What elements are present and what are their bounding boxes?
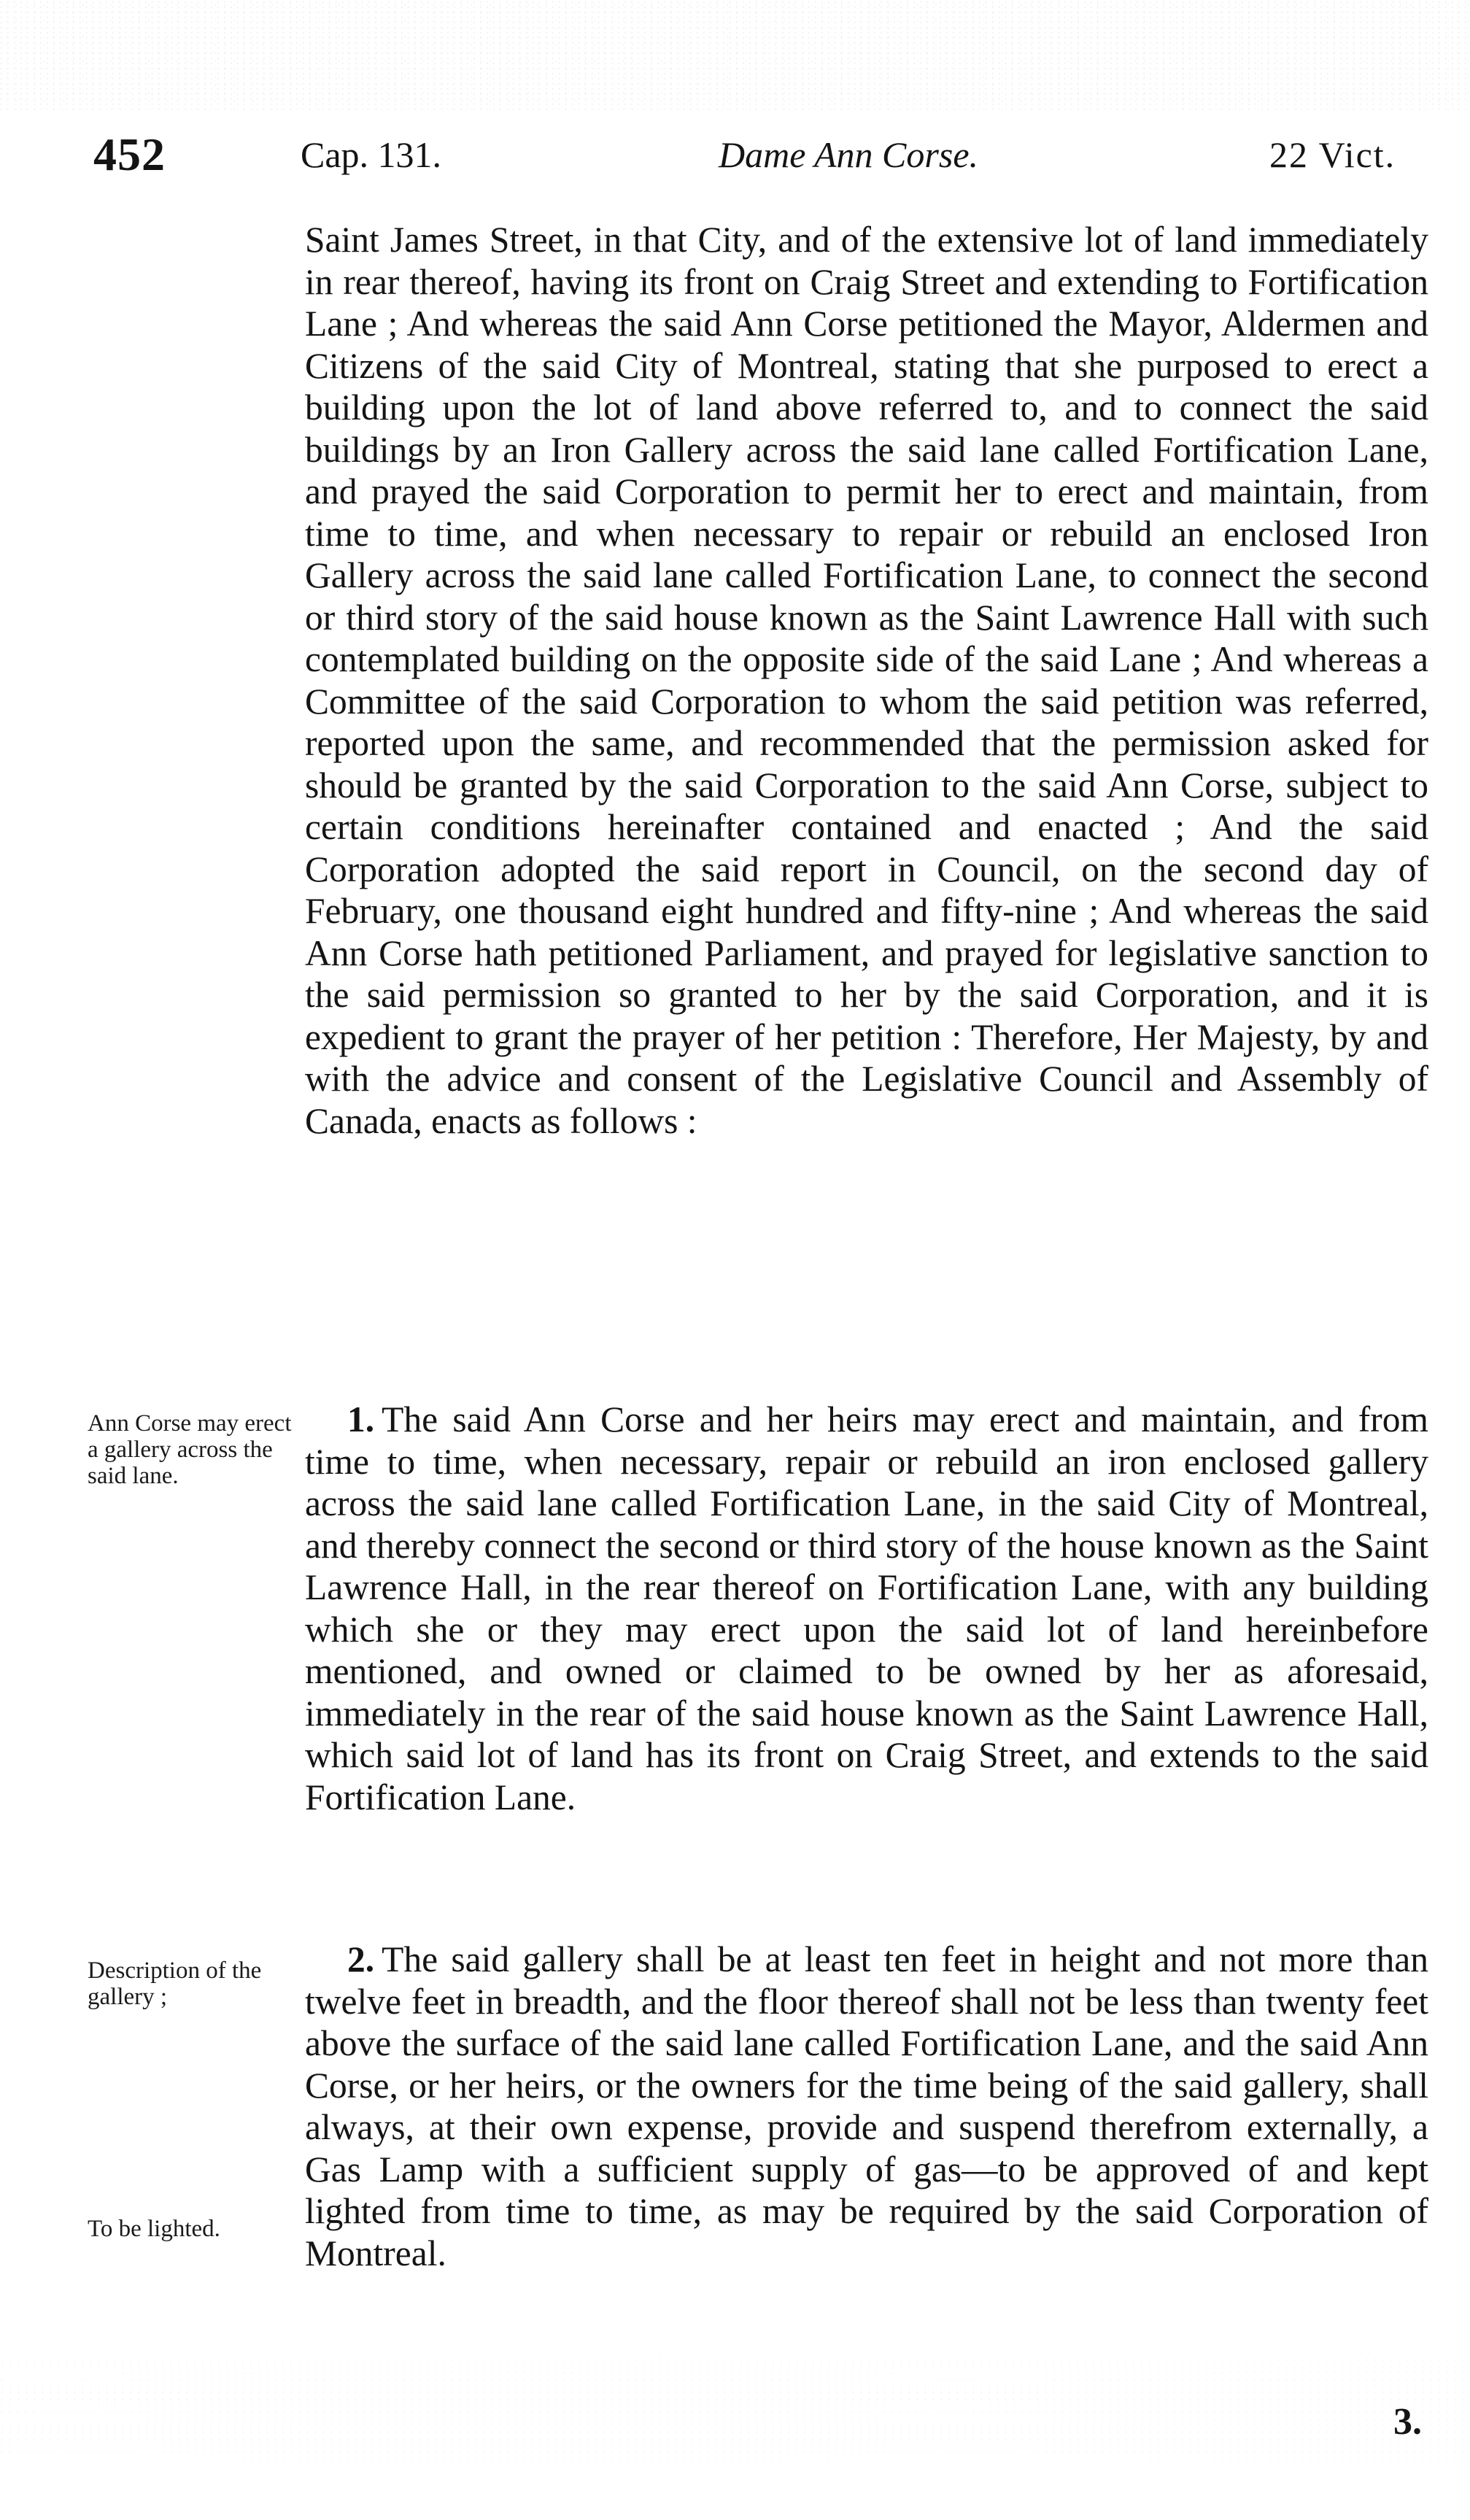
section-number: 2. <box>347 1939 375 1979</box>
chapter-reference: Cap. 131. <box>301 134 442 175</box>
running-head <box>0 128 1470 193</box>
marginal-note-lighting: To be lighted. <box>88 2216 220 2242</box>
page-number: 452 <box>93 128 166 180</box>
section-2 <box>305 1939 1428 2274</box>
preamble-paragraph: Saint James Street, in that City, and of the extensive lot of land immediately in rear thereof, having its front on Craig Street and extending to Fortification Lane ; And whereas the said Ann Corse petitioned the Mayor, Aldermen and Citizens of the said City of Montreal, stating that she purposed to erect a building upon the lot of land above referred to, and to connect the said buildings by an Iron Gallery across the said lane called Fortification Lane, and prayed the said Corporation to permit her to erect and maintain, from time to time, and when necessary to repair or rebuild an enclosed Iron Gallery across the said lane called Fortification Lane, to connect the second or third story of the said house known as the Saint Lawrence Hall with such contemplated building on the opposite side of the said Lane ; And whereas a Committee of the said Corporation to whom the said petition was referred, reported upon the same, and recommended that the permission asked for should be granted by the said Corporation to the said Ann Corse, subject to certain conditions hereinafter contained and enacted ; And the said Corporation adopted the said report in Council, on the second day of February, one thousand eight hundred and fifty-nine ; And whereas the said Ann Corse hath petitioned Parliament, and prayed for legislative sanction to the said permission so granted to her by the said Corporation, and it is expedient to grant the prayer of her petition : Therefore, Her Majesty, by and with the advice and consent of the Legislative Council and Assembly of Canada, enacts as follows : <box>305 220 1428 1141</box>
section-text: The said Ann Corse and her heirs may erect and maintain, and from time to time, when necessary, repair or rebuild an iron enclosed gallery across the said lane called Fortification Lane, in the said City of Montreal, and thereby connect the second or third story of the house known as the Saint Lawrence Hall, in the rear thereof on Fortification Lane, with any building which she or they may erect upon the said lot of land hereinbefore mentioned, and owned or claimed to be owned by her as aforesaid, immediately in the rear of the said house known as the Saint Lawrence Hall, which said lot of land has its front on Craig Street, and extends to the said Fortification Lane. <box>305 1399 1428 1817</box>
scan-noise-bottom <box>0 2357 1470 2459</box>
section-number: 1. <box>347 1399 375 1439</box>
section-text: The said gallery shall be at least ten feet in height and not more than twelve feet in breadth, and the floor thereof shall not be less than twenty feet above the surface of the said lane called Fortification Lane, and the said Ann Corse, or her heirs, or the owners for the time being of the said gallery, shall always, at their own expense, provide and suspend therefrom externally, a Gas Lamp with a sufficient supply of gas—to be approved of and kept lighted from time to time, as may be required by the said Corporation of Montreal. <box>305 1939 1428 2273</box>
act-title: Dame Ann Corse. <box>719 134 979 175</box>
catchword: 3. <box>1393 2401 1422 2443</box>
marginal-note-section-2: Description of the gallery ; <box>88 1957 262 2010</box>
scan-noise-top <box>0 0 1470 109</box>
regnal-year: 22 Vict. <box>1269 134 1396 175</box>
section-1 <box>305 1399 1428 1818</box>
marginal-note-section-1: Ann Corse may erect a gallery across the said lane. <box>88 1410 292 1489</box>
